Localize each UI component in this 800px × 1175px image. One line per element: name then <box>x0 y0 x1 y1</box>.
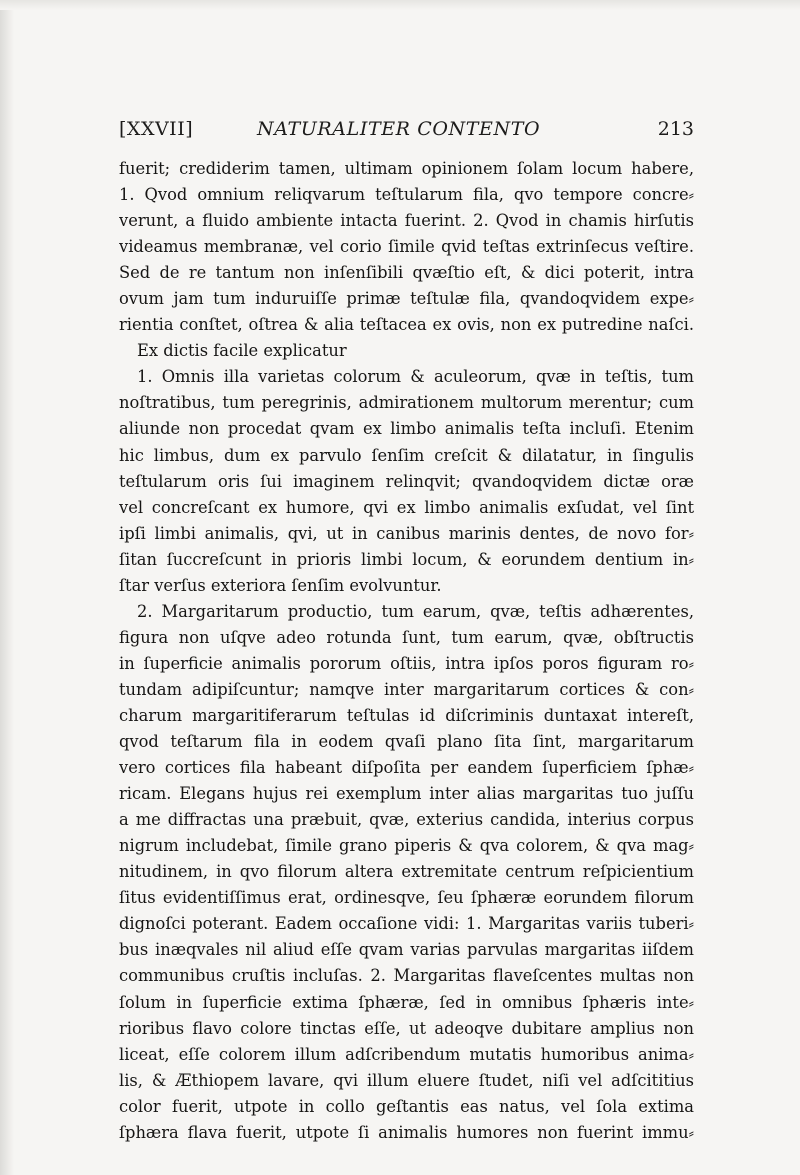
text-line: verunt, a fluido ambiente intacta fuerint. 2. Qvod in chamis hirſutis <box>119 211 694 231</box>
text-line: rioribus flavo colore tinctas eſſe, ut adeoqve dubitare amplius non <box>119 1018 694 1038</box>
text-line: ipſi limbi animalis, qvi, ut in canibus marinis dentes, de novo for⸗ <box>119 523 694 543</box>
text-line: rientia conſtet, oſtrea & alia teſtacea ex ovis, non ex putredine naſci. <box>119 315 694 335</box>
text-line: ſtar verſus exteriora ſenſim evolvuntur. <box>119 575 442 595</box>
text-line: communibus cruſtis incluſas. 2. Margaritas flaveſcentes multas non <box>119 966 694 986</box>
section-number: [XXVII] <box>119 118 194 140</box>
text-line: lis, & Æthiopem lavare, qvi illum eluere ſtudet, niſi vel adſcititius <box>119 1070 694 1090</box>
text-line: ſitus evidentiſſimus erat, ordinesqve, ſeu ſphæræ eorundem filorum <box>119 888 694 908</box>
text-line: figura non uſqve adeo rotunda ſunt, tum earum, qvæ, obſtructis <box>119 627 694 647</box>
text-line: 1. Omnis illa varietas colorum & aculeorum, qvæ in teſtis, tum <box>137 367 694 387</box>
text-line: videamus membranæ, vel corio ſimile qvid teſtas extrinſecus veſtire. <box>119 237 694 257</box>
text-line: ricam. Elegans hujus rei exemplum inter alias margaritas tuo juſſu <box>119 784 694 804</box>
text-line: fuerit; crediderim tamen, ultimam opinionem ſolam locum habere, <box>119 159 694 178</box>
text-line: aliunde non procedat qvam ex limbo animalis teſta incluſi. Etenim <box>119 419 694 439</box>
text-line: teſtularum oris ſui imaginem relinqvit; qvandoqvidem dictæ oræ <box>119 471 694 491</box>
page-top-shadow <box>0 0 800 10</box>
text-line: hic limbus, dum ex parvulo ſenſim creſcit & dilatatur, in ſingulis <box>119 445 694 465</box>
text-line: ſitan ſuccreſcunt in prioris limbi locum, & eorundem dentium in⸗ <box>119 549 694 569</box>
text-line: ſphæra flava fuerit, utpote ſi animalis humores non fuerint immu⸗ <box>119 1122 694 1142</box>
text-line: liceat, eſſe colorem illum adſcribendum mutatis humoribus anima⸗ <box>119 1044 694 1064</box>
running-header <box>119 118 694 150</box>
running-title: NATURALITER CONTENTO <box>257 118 541 140</box>
page-number: 213 <box>657 118 694 140</box>
text-line: dignoſci poterant. Eadem occaſione vidi: 1. Margaritas variis tuberi⸗ <box>119 914 694 934</box>
text-line: 1. Qvod omnium reliqvarum teſtularum fila, qvo tempore concre⸗ <box>119 185 694 205</box>
text-line: bus inæqvales nil aliud eſſe qvam varias parvulas margaritas iiſdem <box>119 940 694 960</box>
text-line: charum margaritiferarum teſtulas id diſcriminis duntaxat intereſt, <box>119 705 694 725</box>
text-line: tundam adipiſcuntur; namqve inter margaritarum cortices & con⸗ <box>119 679 694 699</box>
text-line: nitudinem, in qvo filorum altera extremitate centrum reſpicientium <box>119 862 694 882</box>
body-text <box>119 156 694 1146</box>
text-line: ovum jam tum induruiſſe primæ teſtulæ fila, qvandoqvidem expe⸗ <box>119 289 694 309</box>
text-line: a me diffractas una præbuit, qvæ, exterius candida, interius corpus <box>119 810 694 830</box>
text-line: ſolum in ſuperficie extima ſphæræ, ſed in omnibus ſphæris inte⸗ <box>119 992 694 1012</box>
text-line: 2. Margaritarum productio, tum earum, qvæ, teſtis adhærentes, <box>137 601 694 621</box>
text-line: Sed de re tantum non inſenſibili qvæſtio eſt, & dici poterit, intra <box>119 263 694 283</box>
text-line: noſtratibus, tum peregrinis, admirationem multorum merentur; cum <box>119 393 694 413</box>
page-gutter-shadow <box>0 0 14 1175</box>
text-line: nigrum includebat, ſimile grano piperis & qva colorem, & qva mag⸗ <box>119 836 694 856</box>
text-line: Ex dictis facile explicatur <box>137 341 347 361</box>
text-line: qvod teſtarum fila in eodem qvaſi plano ſita ſint, margaritarum <box>119 732 694 752</box>
text-line: vel concreſcant ex humore, qvi ex limbo animalis exſudat, vel ſint <box>119 497 694 517</box>
text-line: vero cortices fila habeant diſpoſita per eandem ſuperficiem ſphæ⸗ <box>119 758 694 778</box>
text-line: color fuerit, utpote in collo geſtantis eas natus, vel ſola extima <box>119 1096 694 1116</box>
text-line: in ſuperficie animalis pororum oſtiis, intra ipſos poros figuram ro⸗ <box>119 653 694 673</box>
